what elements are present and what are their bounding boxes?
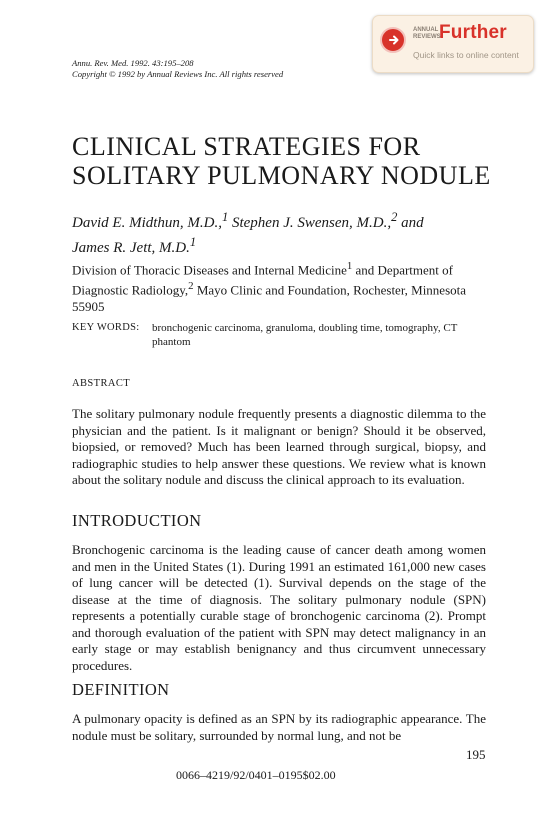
affiliation-part-1: Division of Thoracic Diseases and Internal Medicine <box>72 262 347 278</box>
author-1: David E. Midthun, M.D., <box>72 215 222 231</box>
affiliation-part-3: Mayo Clinic and Foundation, Rochester, Minnesota 55905 <box>72 282 467 314</box>
arrow-right-icon <box>388 34 400 46</box>
keywords-label: KEY WORDS: <box>72 322 140 333</box>
introduction-heading: INTRODUCTION <box>72 511 202 530</box>
footer-code: 0066–4219/92/0401–0195$02.00 <box>176 768 336 782</box>
abstract-text: The solitary pulmonary nodule frequently presents a diagnostic dilemma to the physician and the patient. Is it malignant or benign? Should it be observed, biopsied, or removed? Much has been learned through surgical, biopsy, and radiographic studies to help answer these questions. We review what is known about the solitary nodule and discuss the clinical approach to its evaluation. <box>72 406 486 487</box>
badge-subtitle: Quick links to online content <box>413 50 519 60</box>
journal-citation <box>72 58 283 80</box>
badge-title: Further <box>439 22 507 43</box>
author-2-affil: 2 <box>391 210 398 224</box>
page-number: 195 <box>466 747 486 762</box>
affiliation-sup-1: 1 <box>346 260 353 272</box>
further-links-badge[interactable] <box>372 15 534 73</box>
title-line-1: CLINICAL STRATEGIES FOR <box>72 132 421 161</box>
abstract-heading: ABSTRACT <box>72 378 131 389</box>
title-line-2: SOLITARY PULMONARY NODULE <box>72 161 491 190</box>
authors <box>72 208 502 258</box>
author-3: James R. Jett, M.D. <box>72 240 190 256</box>
citation-line-2: Copyright © 1992 by Annual Reviews Inc. All rights reserved <box>72 69 284 79</box>
author-3-affil: 1 <box>189 235 197 249</box>
arrow-right-circle-icon <box>380 27 406 53</box>
author-1-affil: 1 <box>221 210 229 224</box>
affiliation <box>72 258 492 315</box>
affiliation-part-2: and Department of Diagnostic Radiology, <box>72 262 453 298</box>
author-and: and <box>397 215 424 231</box>
affiliation-sup-2: 2 <box>188 280 194 293</box>
keywords-text: bronchogenic carcinoma, granuloma, doubling time, tomography, CT phantom <box>152 322 458 348</box>
badge-org: ANNUAL REVIEWS <box>413 27 441 40</box>
introduction-text: Bronchogenic carcinoma is the leading cause of cancer death among women and men in the United States (1). During 1991 an estimated 161,000 new cases of lung cancer will be detected (1). Survival depends on the stage of the disease at the time of diagnosis. The solitary pulmonary nodule (SPN) represents a potentially curable stage of bronchogenic carcinoma (2). Prompt and thorough evaluation of the patient with SPN may detect malignancy in an early stage or may establish benignancy and thus circumvent unnecessary procedures. <box>72 542 486 673</box>
citation-line-1: Annu. Rev. Med. 1992. 43:195–208 <box>72 58 194 68</box>
author-2: Stephen J. Swensen, M.D., <box>228 215 392 231</box>
definition-heading: DEFINITION <box>72 680 170 699</box>
article-title <box>72 132 512 190</box>
definition-text: A pulmonary opacity is defined as an SPN by its radiographic appearance. The nodule must be solitary, surrounded by normal lung, and not be <box>72 711 486 743</box>
